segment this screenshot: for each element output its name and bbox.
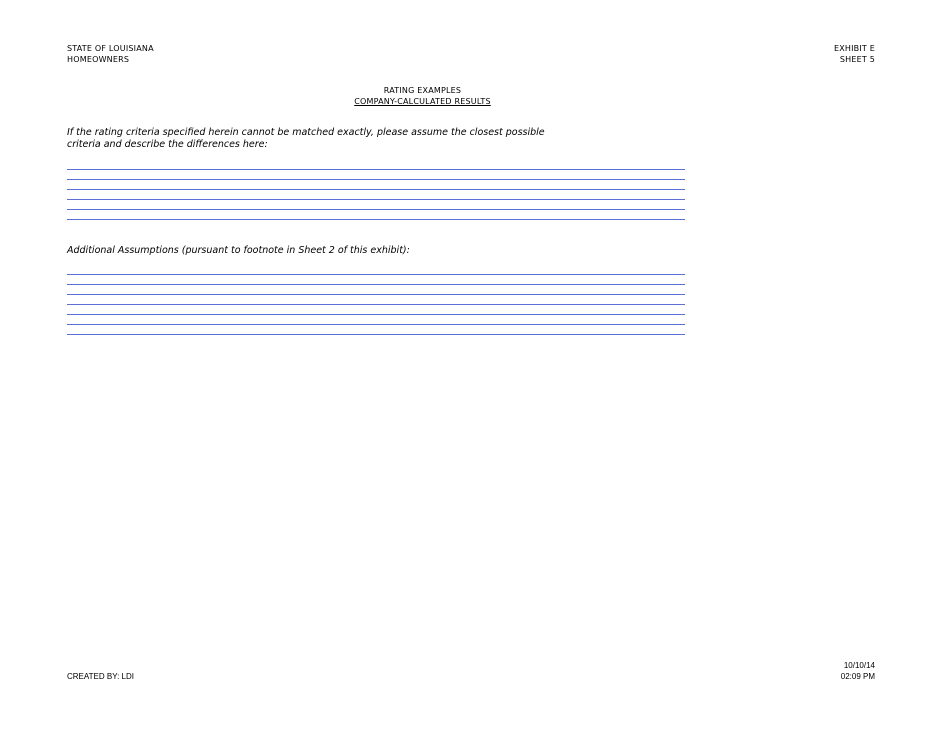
header-right	[834, 43, 875, 65]
entry-line	[67, 274, 685, 275]
exhibit-label: EXHIBIT E	[833, 44, 875, 53]
header-left	[67, 43, 154, 65]
page-title: RATING EXAMPLES	[383, 86, 462, 95]
sheet-label: SHEET 5	[839, 55, 875, 64]
criteria-entry-lines	[67, 169, 685, 229]
assumptions-label: Additional Assumptions (pursuant to footnote in Sheet 2 of this exhibit):	[67, 245, 410, 256]
criteria-instruction-line-2: criteria and describe the differences here:	[67, 139, 268, 150]
entry-line	[67, 324, 685, 325]
entry-line	[67, 169, 685, 170]
assumptions-entry-lines	[67, 274, 685, 344]
entry-line	[67, 314, 685, 315]
page-subtitle: COMPANY-CALCULATED RESULTS	[354, 97, 491, 106]
entry-line	[67, 284, 685, 285]
criteria-instruction-line-1: If the rating criteria specified herein cannot be matched exactly, please assume the closest possible	[67, 127, 545, 138]
created-by-label: CREATED BY: LDI	[67, 672, 134, 681]
state-label: STATE OF LOUISIANA	[67, 44, 154, 53]
entry-line	[67, 294, 685, 295]
footer-time: 02:09 PM	[840, 672, 875, 681]
entry-line	[67, 209, 685, 210]
entry-line	[67, 334, 685, 335]
criteria-instructions	[67, 127, 545, 151]
title-block	[300, 85, 545, 107]
entry-line	[67, 199, 685, 200]
footer-timestamp	[841, 660, 875, 682]
entry-line	[67, 304, 685, 305]
entry-line	[67, 179, 685, 180]
line-of-business-label: HOMEOWNERS	[67, 55, 130, 64]
entry-line	[67, 189, 685, 190]
footer-date: 10/10/14	[843, 661, 875, 670]
entry-line	[67, 219, 685, 220]
